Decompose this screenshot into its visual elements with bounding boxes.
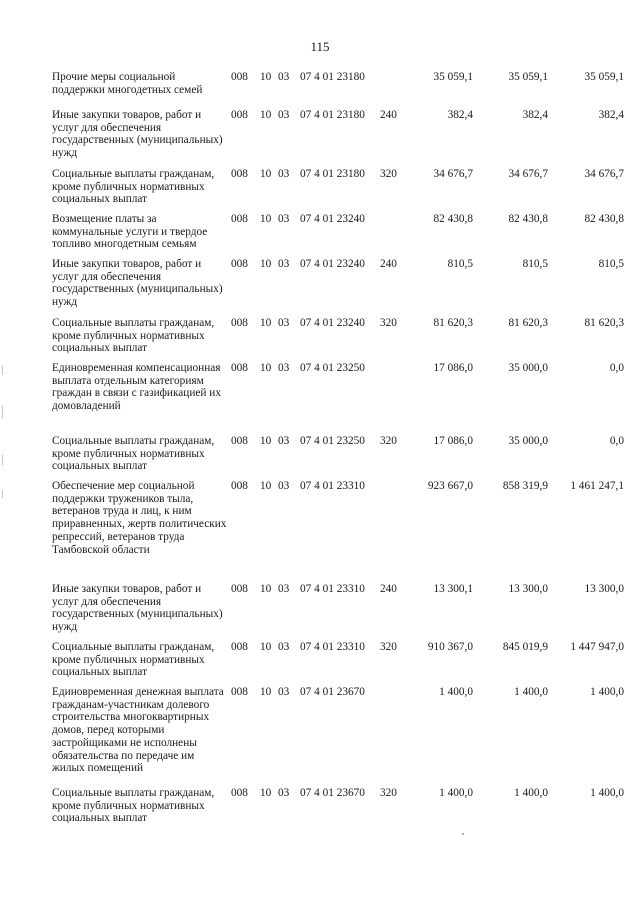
row-subsection-code: 03: [278, 317, 290, 329]
row-expense-type-code: 320: [380, 317, 397, 329]
row-glav-code: 008: [231, 686, 248, 698]
row-amount-year1: 382,4: [447, 109, 473, 121]
row-section-code: 10: [260, 583, 272, 595]
row-amount-year1: 1 400,0: [439, 787, 473, 799]
row-amount-year2: 382,4: [522, 109, 548, 121]
row-amount-year2: 810,5: [522, 258, 548, 270]
row-target-article-code: 07 4 01 23310: [300, 583, 365, 595]
row-name: Возмещение платы за коммунальные услуги и твердое топливо многодетным семьям: [52, 213, 208, 251]
row-name: Социальные выплаты гражданам, кроме публичных нормативных социальных выплат: [52, 787, 215, 825]
table-row: [52, 583, 624, 641]
row-expense-type-code: 320: [380, 435, 397, 447]
row-expense-type-code: 240: [380, 583, 397, 595]
table-row: [52, 71, 624, 109]
row-amount-year1: 82 430,8: [433, 213, 473, 225]
row-target-article-code: 07 4 01 23310: [300, 480, 365, 492]
row-name: Социальные выплаты гражданам, кроме публичных нормативных социальных выплат: [52, 435, 215, 473]
row-amount-year1: 910 367,0: [427, 641, 473, 653]
row-amount-year3: 1 447 947,0: [570, 641, 624, 653]
margin-scan-mark: [2, 405, 3, 419]
row-target-article-code: 07 4 01 23180: [300, 71, 365, 83]
row-expense-type-code: 240: [380, 109, 397, 121]
row-name: Социальные выплаты гражданам, кроме публичных нормативных социальных выплат: [52, 641, 215, 679]
row-amount-year3: 1 461 247,1: [570, 480, 624, 492]
row-amount-year2: 35 000,0: [508, 362, 548, 374]
row-amount-year3: 382,4: [598, 109, 624, 121]
row-glav-code: 008: [231, 168, 248, 180]
row-name: Прочие меры социальной поддержки многодетных семей: [52, 71, 203, 96]
row-amount-year2: 35 059,1: [508, 71, 548, 83]
row-subsection-code: 03: [278, 787, 290, 799]
row-section-code: 10: [260, 71, 272, 83]
row-amount-year3: 34 676,7: [584, 168, 624, 180]
row-name: Единовременная компенсационная выплата отдельным категориям граждан в связи с газификацией их домовладений: [52, 362, 221, 413]
row-glav-code: 008: [231, 213, 248, 225]
row-name: Единовременная денежная выплата гражданам-участникам долевого строительства многоквартирных домов, перед которыми застройщиками не исполнены обязательства по передаче им жилых помещений: [52, 686, 224, 775]
row-section-code: 10: [260, 317, 272, 329]
row-target-article-code: 07 4 01 23180: [300, 168, 365, 180]
table-row: [52, 435, 624, 480]
table-row: [52, 317, 624, 362]
row-target-article-code: 07 4 01 23670: [300, 686, 365, 698]
row-amount-year3: 1 400,0: [590, 787, 624, 799]
row-section-code: 10: [260, 258, 272, 270]
row-amount-year2: 81 620,3: [508, 317, 548, 329]
row-target-article-code: 07 4 01 23310: [300, 641, 365, 653]
row-amount-year3: 0,0: [609, 435, 624, 447]
row-target-article-code: 07 4 01 23180: [300, 109, 365, 121]
row-glav-code: 008: [231, 71, 248, 83]
row-glav-code: 008: [231, 583, 248, 595]
row-amount-year2: 13 300,0: [508, 583, 548, 595]
table-row: [52, 641, 624, 686]
row-subsection-code: 03: [278, 109, 290, 121]
row-amount-year1: 17 086,0: [433, 362, 473, 374]
row-amount-year2: 1 400,0: [514, 686, 548, 698]
row-target-article-code: 07 4 01 23250: [300, 435, 365, 447]
row-amount-year1: 34 676,7: [433, 168, 473, 180]
table-row: [52, 168, 624, 213]
row-target-article-code: 07 4 01 23240: [300, 317, 365, 329]
row-amount-year1: 35 059,1: [433, 71, 473, 83]
row-glav-code: 008: [231, 362, 248, 374]
row-glav-code: 008: [231, 109, 248, 121]
row-section-code: 10: [260, 480, 272, 492]
row-subsection-code: 03: [278, 686, 290, 698]
row-expense-type-code: 320: [380, 787, 397, 799]
row-amount-year3: 13 300,0: [584, 583, 624, 595]
row-glav-code: 008: [231, 480, 248, 492]
row-subsection-code: 03: [278, 480, 290, 492]
row-subsection-code: 03: [278, 213, 290, 225]
row-section-code: 10: [260, 686, 272, 698]
row-section-code: 10: [260, 435, 272, 447]
row-glav-code: 008: [231, 435, 248, 447]
row-section-code: 10: [260, 168, 272, 180]
row-amount-year3: 82 430,8: [584, 213, 624, 225]
row-expense-type-code: 240: [380, 258, 397, 270]
row-target-article-code: 07 4 01 23250: [300, 362, 365, 374]
table-row: [52, 686, 624, 787]
margin-scan-mark: [2, 490, 3, 498]
row-section-code: 10: [260, 787, 272, 799]
row-subsection-code: 03: [278, 362, 290, 374]
row-amount-year1: 1 400,0: [439, 686, 473, 698]
row-name: Социальные выплаты гражданам, кроме публичных нормативных социальных выплат: [52, 168, 215, 206]
row-subsection-code: 03: [278, 583, 290, 595]
row-name: Социальные выплаты гражданам, кроме публичных нормативных социальных выплат: [52, 317, 215, 355]
row-name: Иные закупки товаров, работ и услуг для обеспечения государственных (муниципальных) нужд: [52, 109, 223, 160]
row-target-article-code: 07 4 01 23240: [300, 258, 365, 270]
table-row: [52, 213, 624, 258]
row-name: Обеспечение мер социальной поддержки тружеников тыла, ветеранов труда и лиц, к ним приравненных, жертв политических репрессий, ветеранов труда Тамбовской области: [52, 480, 227, 556]
row-amount-year3: 1 400,0: [590, 686, 624, 698]
page-number: 115: [310, 39, 330, 54]
row-amount-year2: 858 319,9: [502, 480, 548, 492]
row-amount-year2: 82 430,8: [508, 213, 548, 225]
row-section-code: 10: [260, 109, 272, 121]
row-amount-year3: 810,5: [598, 258, 624, 270]
row-name: Иные закупки товаров, работ и услуг для обеспечения государственных (муниципальных) нужд: [52, 258, 223, 309]
row-target-article-code: 07 4 01 23240: [300, 213, 365, 225]
row-section-code: 10: [260, 641, 272, 653]
row-glav-code: 008: [231, 787, 248, 799]
table-row: [52, 258, 624, 317]
row-target-article-code: 07 4 01 23670: [300, 787, 365, 799]
row-amount-year1: 17 086,0: [433, 435, 473, 447]
row-glav-code: 008: [231, 258, 248, 270]
row-amount-year3: 81 620,3: [584, 317, 624, 329]
row-name: Иные закупки товаров, работ и услуг для обеспечения государственных (муниципальных) нужд: [52, 583, 223, 634]
margin-scan-mark: [2, 365, 3, 375]
budget-table: [52, 71, 624, 832]
margin-scan-mark: [2, 455, 3, 465]
row-subsection-code: 03: [278, 168, 290, 180]
table-row: [52, 109, 624, 168]
row-section-code: 10: [260, 362, 272, 374]
row-amount-year2: 845 019,9: [502, 641, 548, 653]
row-amount-year1: 13 300,1: [433, 583, 473, 595]
row-subsection-code: 03: [278, 71, 290, 83]
row-amount-year3: 35 059,1: [584, 71, 624, 83]
row-expense-type-code: 320: [380, 168, 397, 180]
row-amount-year2: 1 400,0: [514, 787, 548, 799]
table-row: [52, 480, 624, 583]
row-amount-year1: 810,5: [447, 258, 473, 270]
scan-speck: [462, 833, 464, 835]
row-glav-code: 008: [231, 317, 248, 329]
table-row: [52, 787, 624, 832]
row-amount-year2: 35 000,0: [508, 435, 548, 447]
row-amount-year2: 34 676,7: [508, 168, 548, 180]
row-amount-year3: 0,0: [609, 362, 624, 374]
table-row: [52, 362, 624, 435]
row-section-code: 10: [260, 213, 272, 225]
row-amount-year1: 81 620,3: [433, 317, 473, 329]
row-subsection-code: 03: [278, 435, 290, 447]
row-expense-type-code: 320: [380, 641, 397, 653]
row-subsection-code: 03: [278, 258, 290, 270]
row-subsection-code: 03: [278, 641, 290, 653]
row-amount-year1: 923 667,0: [427, 480, 473, 492]
row-glav-code: 008: [231, 641, 248, 653]
